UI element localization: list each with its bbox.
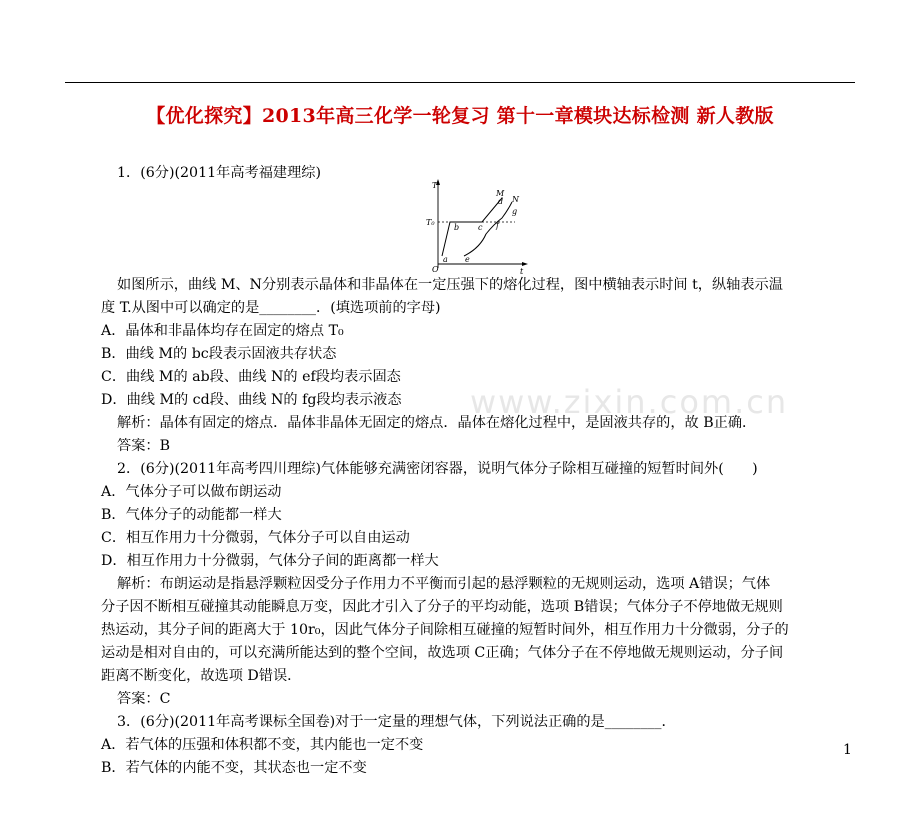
fig-label-t0: T₀ (426, 218, 435, 227)
fig-label-g: g (512, 207, 518, 216)
fig-label-y: T (432, 181, 438, 190)
fig-label-f: f (496, 221, 499, 230)
fig-label-o: O (432, 265, 439, 274)
page-number: 1 (843, 742, 852, 758)
q1-analysis: 解析：晶体有固定的熔点．晶体非晶体无固定的熔点．晶体在熔化过程中，是固液共存的，故 B正确． (117, 415, 757, 431)
q1-answer: 答案：B (117, 438, 170, 454)
q2-option-c: C．相互作用力十分微弱，气体分子可以自由运动 (101, 530, 410, 546)
q1-option-d: D．曲线 M的 cd段、曲线 N的 fg段均表示液态 (101, 392, 402, 408)
q3-option-b: B．若气体的内能不变，其状态也一定不变 (101, 760, 367, 776)
fig-label-e: e (465, 255, 470, 264)
q2-header: 2．(6分)(2011年高考四川理综)气体能够充满密闭容器，说明气体分子除相互碰撞的短暂时间外( ) (117, 461, 758, 477)
q2-analysis-line5: 距离不断变化，故选项 D错误． (101, 668, 302, 684)
q2-analysis-line4: 运动是相对自由的，可以充满所能达到的整个空间，故选项 C正确；气体分子在不停地做无规则运动，分子间 (101, 645, 784, 661)
q2-analysis-line2: 分子因不断相互碰撞其动能瞬息万变，因此才引入了分子的平均动能，选项 B错误；气体分子不停地做无规则 (101, 599, 783, 615)
q1-stem-line1: 如图所示，曲线 M、N分别表示晶体和非晶体在一定压强下的熔化过程，图中横轴表示时间 t，纵轴表示温 (117, 277, 783, 293)
fig-label-b: b (454, 223, 460, 232)
header-rule (65, 82, 855, 83)
fig-label-N: N (512, 195, 519, 204)
q1-option-a: A．晶体和非晶体均存在固定的熔点 T₀ (101, 323, 344, 339)
q1-option-b: B．曲线 M的 bc段表示固液共存状态 (101, 346, 337, 362)
q1-stem-line2: 度 T.从图中可以确定的是________．(填选项前的字母) (101, 300, 441, 316)
q2-analysis-line3: 热运动，其分子间的距离大于 10r₀，因此气体分子间除相互碰撞的短暂时间外，相互作用力十分微弱，分子的 (101, 622, 789, 638)
fig-label-x: t (520, 267, 524, 276)
fig-label-c: c (478, 223, 483, 232)
q3-header: 3．(6分)(2011年高考课标全国卷)对于一定量的理想气体，下列说法正确的是________． (117, 714, 676, 730)
q1-header: 1．(6分)(2011年高考福建理综) (117, 165, 321, 181)
q2-analysis-line1: 解析：布朗运动是指悬浮颗粒因受分子作用力不平衡而引起的悬浮颗粒的无规则运动，选项 A错误；气体 (117, 576, 771, 592)
watermark-text: www.zixin.com.cn (470, 383, 789, 421)
melting-curve-figure (420, 176, 530, 276)
q2-answer: 答案：C (117, 691, 171, 707)
document-title: 【优化探究】2013年高三化学一轮复习 第十一章模块达标检测 新人教版 (146, 105, 774, 127)
q1-option-c: C．曲线 M的 ab段、曲线 N的 ef段均表示固态 (101, 369, 401, 385)
q2-option-b: B．气体分子的动能都一样大 (101, 507, 282, 523)
q3-option-a: A．若气体的压强和体积都不变，其内能也一定不变 (101, 737, 424, 753)
fig-label-a: a (443, 255, 448, 264)
fig-label-M: M (496, 189, 505, 198)
q2-option-a: A．气体分子可以做布朗运动 (101, 484, 282, 500)
q2-option-d: D．相互作用力十分微弱，气体分子间的距离都一样大 (101, 553, 439, 569)
fig-label-d: d (498, 197, 504, 206)
